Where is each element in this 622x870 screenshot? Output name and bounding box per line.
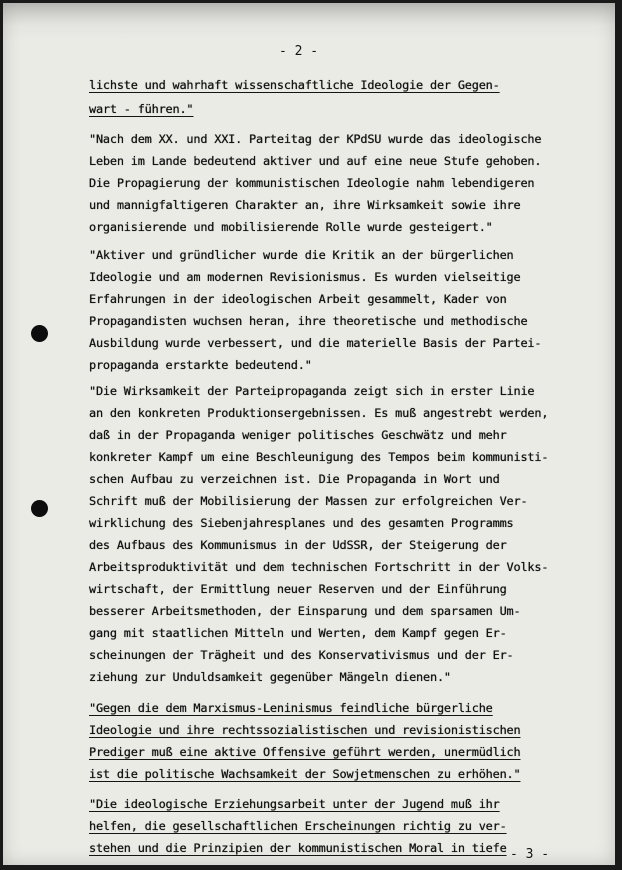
text-line: propaganda erstarkte bedeutend.": [89, 358, 312, 372]
text-line: ziehung zur Unduldsamkeit gegenüber Mängeln dienen.": [89, 670, 451, 684]
text-line-underlined: helfen, die gesellschaftlichen Erscheinungen richtig zu ver-: [89, 819, 507, 833]
text-line: Propagandisten wuchsen heran, ihre theoretische und methodische: [89, 314, 528, 328]
text-line: wirklichung des Siebenjahresplanes und des gesamten Programms: [89, 516, 514, 530]
text-line: "Aktiver und gründlicher wurde die Kritik an der bürgerlichen: [89, 248, 514, 262]
text-line: besserer Arbeitsmethoden, der Einsparung und dem sparsamen Um-: [89, 604, 521, 618]
punch-hole-bottom: [31, 500, 48, 517]
scan-edge-shadow: [3, 3, 615, 41]
text-line: schen Aufbau zu verzeichnen ist. Die Propaganda in Wort und: [89, 472, 500, 486]
text-line-underlined: Ideologie und ihre rechtssozialistischen und revisionistischen: [89, 723, 521, 737]
text-line: organisierende und mobilisierende Rolle wurde gesteigert.": [89, 220, 493, 234]
next-page-marker: - 3 -: [510, 847, 550, 862]
text-line-underlined: Prediger muß eine aktive Offensive geführt werden, unermüdlich: [89, 745, 521, 759]
text-line: gang mit staatlichen Mitteln und Werten, dem Kampf gegen Er-: [89, 626, 507, 640]
text-line: des Aufbaus des Kommunismus in der UdSSR, der Steigerung der: [89, 538, 507, 552]
text-line: "Die Wirksamkeit der Parteipropaganda zeigt sich in erster Linie: [89, 384, 535, 398]
text-line: Schrift muß der Mobilisierung der Massen zur erfolgreichen Ver-: [89, 494, 528, 508]
page-number: - 2 -: [279, 44, 319, 59]
text-line: Leben im Lande bedeutend aktiver und auf eine neue Stufe gehoben.: [89, 154, 542, 168]
text-line: scheinungen der Trägheit und des Konservativismus und der Er-: [89, 648, 514, 662]
text-line: "Nach dem XX. und XXI. Parteitag der KPdSU wurde das ideologische: [89, 132, 542, 146]
text-line: Die Propagierung der kommunistischen Ideologie nahm lebendigeren: [89, 176, 535, 190]
text-line-underlined: "Gegen die dem Marxismus-Leninismus feindliche bürgerliche: [89, 701, 493, 715]
text-line-underlined: "Die ideologische Erziehungsarbeit unter der Jugend muß ihr: [89, 797, 500, 811]
text-line: Erfahrungen in der ideologischen Arbeit gesammelt, Kader von: [89, 292, 507, 306]
text-line: wirtschaft, der Ermittlung neuer Reserven und der Einführung: [89, 582, 507, 596]
punch-hole-top: [31, 325, 48, 342]
text-line: Ausbildung wurde verbessert, und die materielle Basis der Partei-: [89, 336, 542, 350]
text-line-underlined: ist die politische Wachsamkeit der Sowjetmenschen zu erhöhen.": [89, 767, 521, 781]
text-line: [89, 102, 193, 116]
text-line: an den konkreten Produktionsergebnissen. Es muß angestrebt werden,: [89, 406, 549, 420]
text-line: lichste und wahrhaft wissenschaftliche Ideologie der Gegen-: [89, 78, 500, 92]
text-line-underlined: wart - führen.": [89, 102, 194, 116]
text-line: daß in der Propaganda weniger politisches Geschwätz und mehr: [89, 428, 507, 442]
text-line: und mannigfaltigeren Charakter an, ihre Wirksamkeit sowie ihre: [89, 198, 521, 212]
document-page: [3, 3, 615, 865]
text-line: Arbeitsproduktivität und dem technischen Fortschritt in der Volks-: [89, 560, 549, 574]
text-line: konkreter Kampf um eine Beschleunigung des Tempos beim kommunisti-: [89, 450, 549, 464]
text-line: Ideologie und am modernen Revisionismus. Es wurden vielseitige: [89, 270, 521, 284]
text-line-underlined: stehen und die Prinzipien der kommunistischen Moral in tiefe: [89, 841, 507, 855]
